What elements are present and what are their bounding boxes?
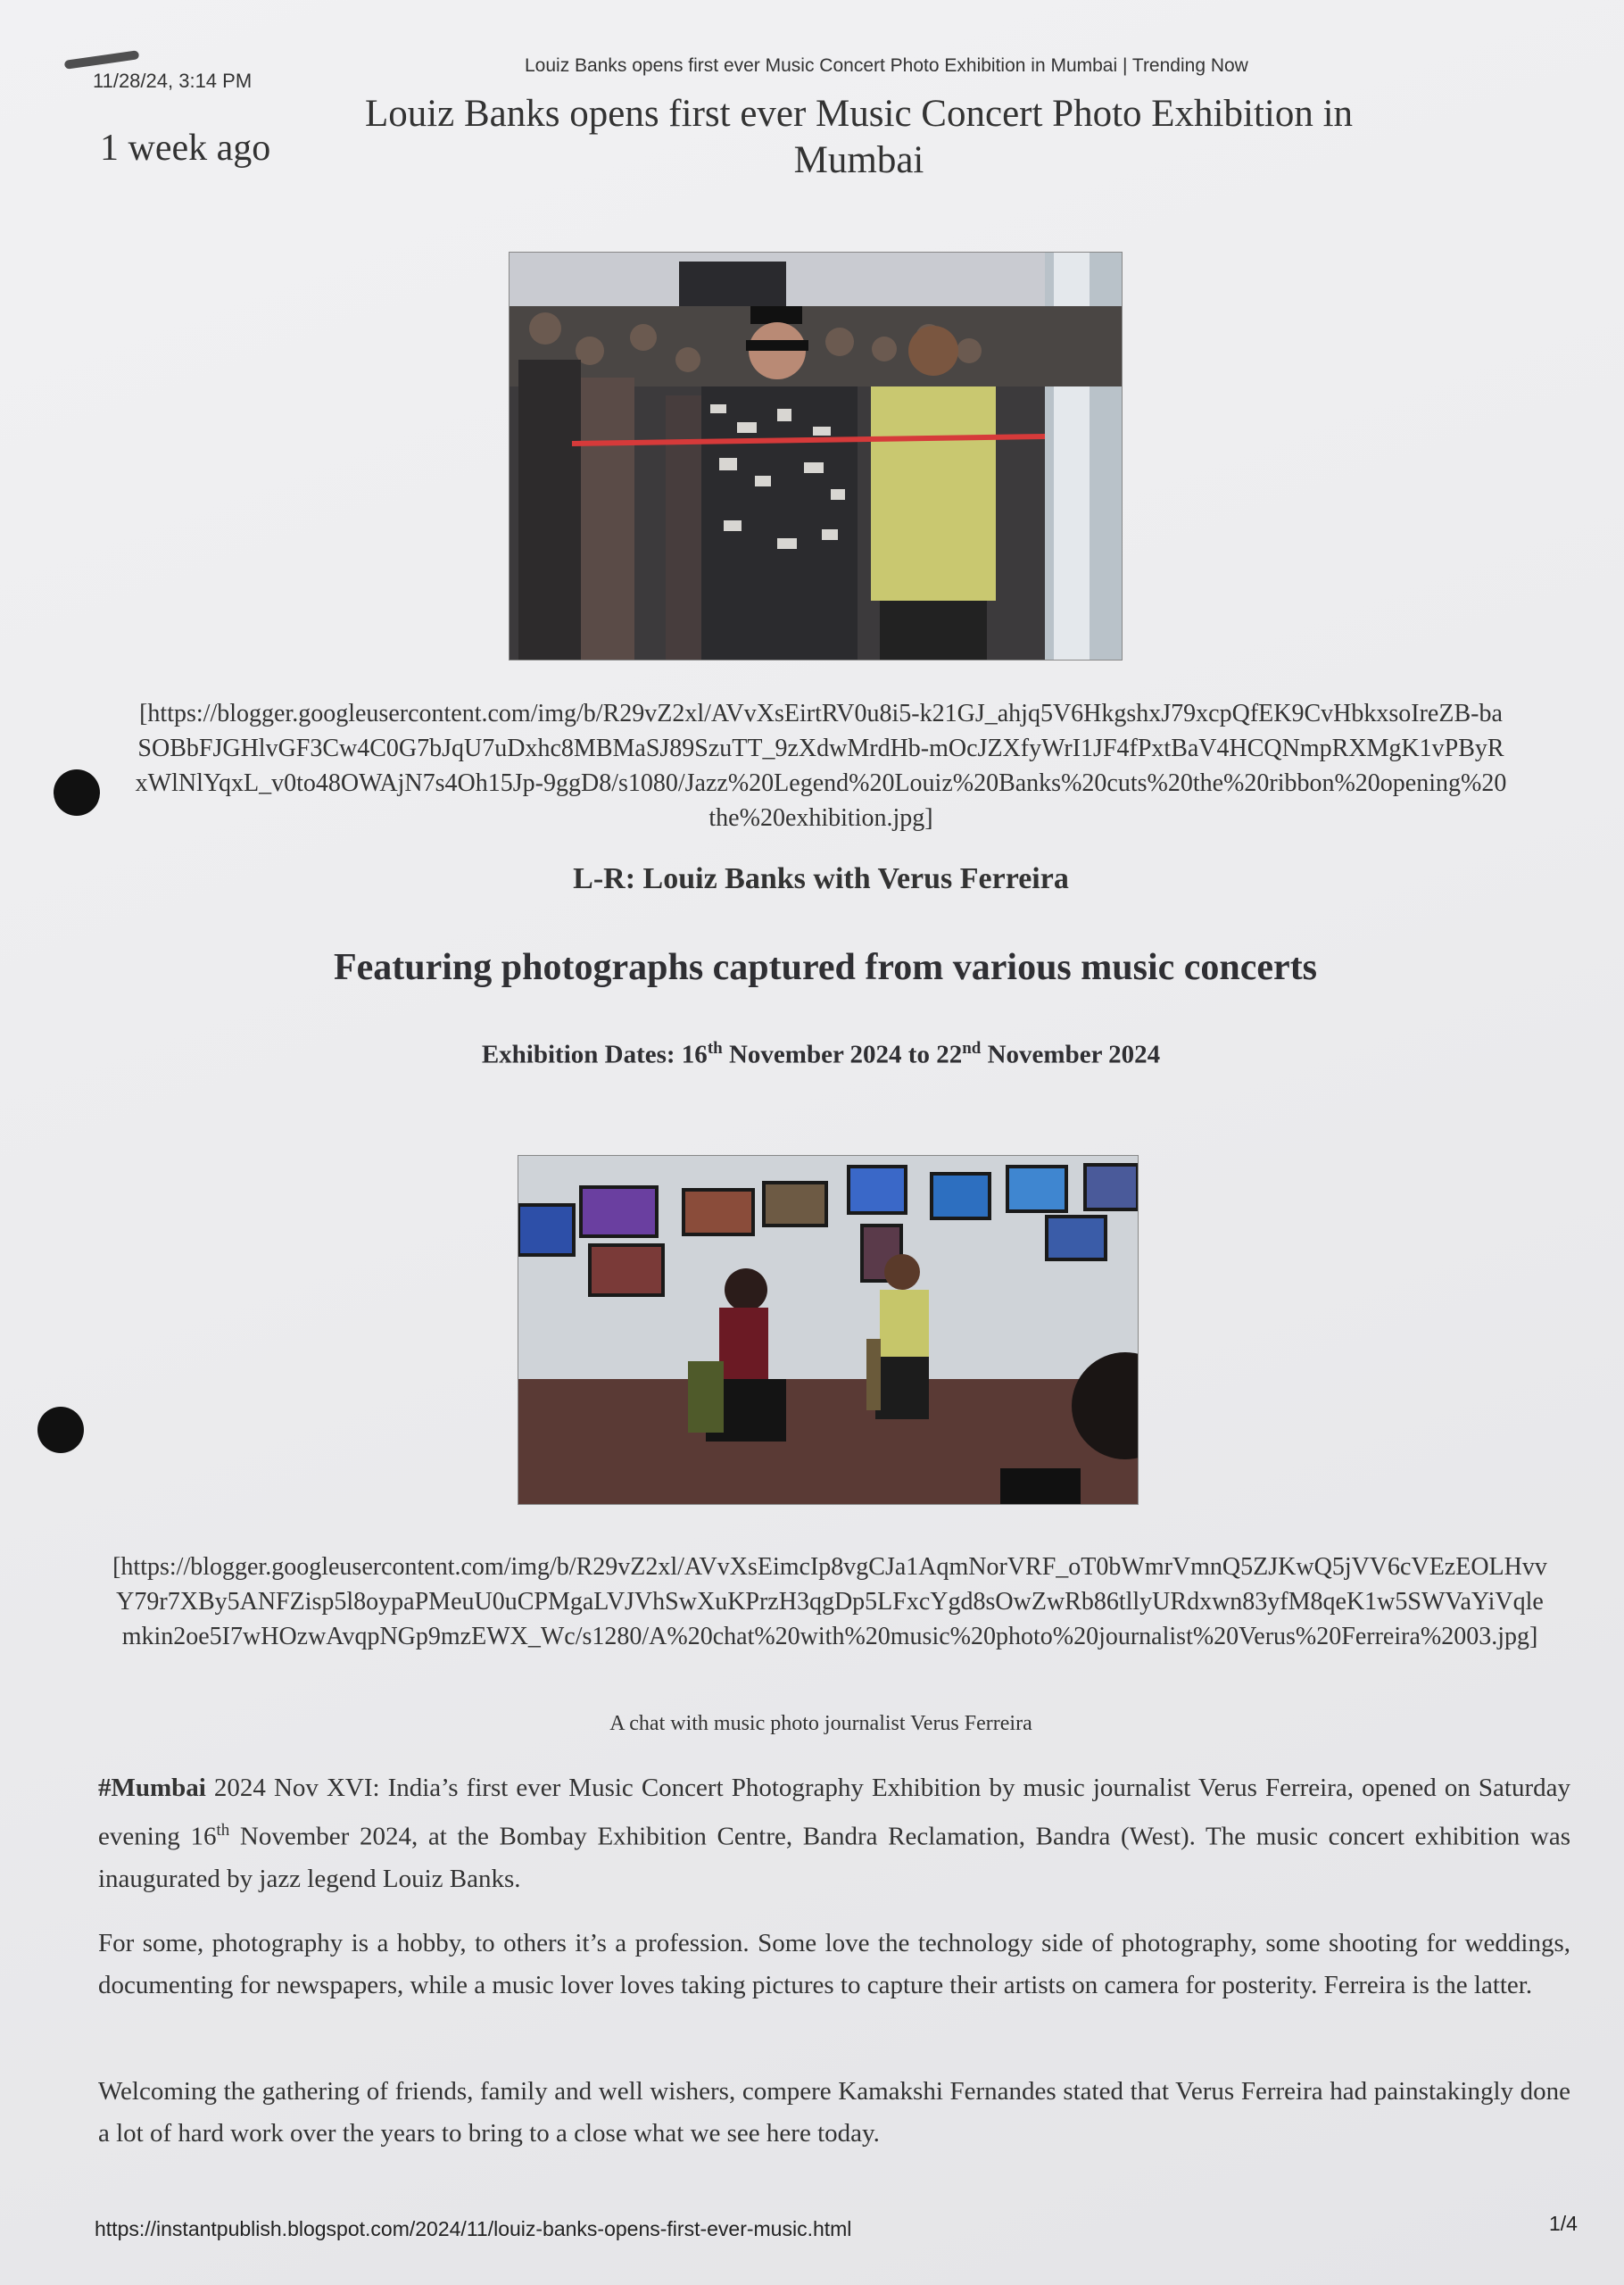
dates-prefix: Exhibition Dates: 16 — [481, 1040, 708, 1069]
ribbon-cutting-photo — [509, 252, 1123, 661]
image-1-caption: L-R: Louiz Banks with Verus Ferreira — [573, 862, 1069, 895]
paragraph-1-text-a: 2024 Nov XVI: India’s first ever Music Concert Photography Exhibition by music journalist Verus Ferreira, opened on Saturday evening 16 — [98, 1774, 1570, 1851]
paragraph-3: Welcoming the gathering of friends, family and well wishers, compere Kamakshi Fernandes stated that Verus Ferreira had painstakingly done a lot of hard work over the years to bring to a close what we see here today. — [98, 2077, 1570, 2148]
dates-sup-1: th — [707, 1039, 723, 1058]
image-2-caption: A chat with music photo journalist Verus Ferreira — [609, 1712, 1032, 1735]
article-title: Louiz Banks opens first ever Music Concert Photo Exhibition in Mumbai — [364, 93, 1354, 181]
article-subheading: Featuring photographs captured from various music concerts — [333, 947, 1318, 988]
punch-hole-top — [54, 769, 100, 816]
print-footer-url: https://instantpublish.blogspot.com/2024/11/louiz-banks-opens-first-ever-music.html — [95, 2217, 852, 2240]
print-datetime: 11/28/24, 3:14 PM — [93, 70, 253, 92]
dates-middle: November 2024 to 22 — [722, 1040, 963, 1069]
paragraph-1 — [98, 1767, 1570, 1900]
print-page-number: 1/4 — [1549, 2212, 1578, 2235]
post-age: 1 week ago — [100, 128, 271, 169]
image-1-url: [https://blogger.googleusercontent.com/img/b/R29vZ2xl/AVvXsEirtRV0u8i5-k21GJ_ahjq5V6HkgshxJ79xcpQfEK9CvHbkxsoIreZB-baSOBbFJGHlvGF3Cw4C0G7bJqU7uDxhc8MBMaSJ89SzuTT_9zXdwMrdHb-mOcJZXfyWrI1JF4fPxtBaV4HCQNmpRXMgK1vPByRxWlNlYqxL_v0to48OWAjN7s4Oh15Jp-9ggD8/s1080/Jazz%20Legend%20Louiz%20Banks%20cuts%20the%20ribbon%20opening%20the%20exhibition.jpg] — [135, 700, 1507, 832]
print-page-title: Louiz Banks opens first ever Music Concert Photo Exhibition in Mumbai | Trending Now — [525, 55, 1248, 76]
image-2-url: [https://blogger.googleusercontent.com/img/b/R29vZ2xl/AVvXsEimcIp8vgCJa1AqmNorVRF_oT0bWmrVmnQ5ZJKwQ5jVV6cVEzEOLHvvY79r7XBy5ANFZisp5l8oypaPMeuU0uCPMgaLVJVhSwXuKPrzH3qgDp5LFxcYgd8sOwZwRb86tllyURdxwn83yfM8qeK1w5SWVaYiVqlemkin2oe5I7wHOzwAvqpNGp9mzEWX_Wc/s1280/A%20chat%20with%20music%20photo%20journalist%20Verus%20Ferreira%2003.jpg] — [112, 1553, 1547, 1650]
punch-hole-bottom — [37, 1407, 84, 1453]
dates-sup-2: nd — [962, 1039, 982, 1058]
gallery-chat-photo — [518, 1155, 1139, 1505]
paragraph-1-text-b: November 2024, at the Bombay Exhibition Centre, Bandra Reclamation, Bandra (West). The music concert exhibition was inaugurated by jazz legend Louiz Banks. — [98, 1822, 1570, 1893]
paragraph-2: For some, photography is a hobby, to others it’s a profession. Some love the technology side of photography, some shooting for weddings, documenting for newspapers, while a music lover loves taking pictures to capture their artists on camera for posterity. Ferreira is the latter. — [98, 1929, 1570, 1999]
paragraph-1-sup: th — [216, 1821, 230, 1840]
hashtag-mumbai: #Mumbai — [98, 1774, 206, 1802]
dates-suffix: November 2024 — [981, 1040, 1161, 1069]
exhibition-dates — [286, 1039, 1356, 1070]
pen-mark — [64, 50, 140, 70]
